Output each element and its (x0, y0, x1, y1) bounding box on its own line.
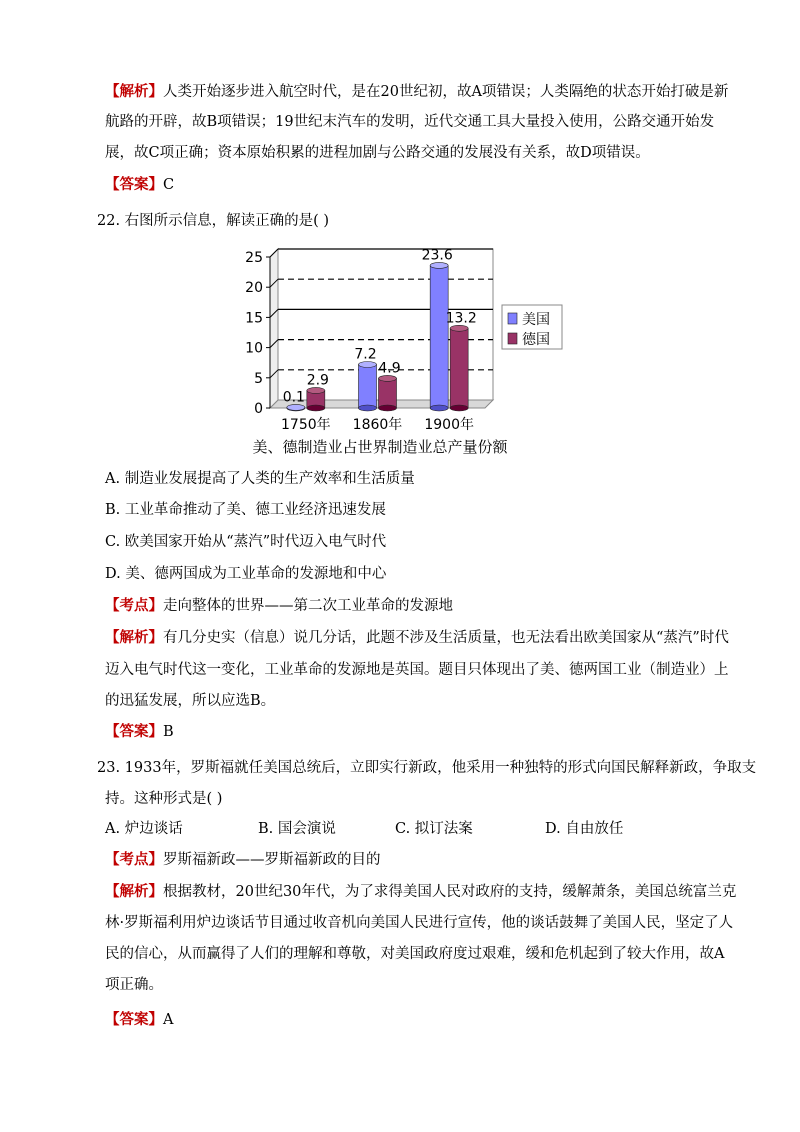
bar-de-0-label: 2.9 (306, 372, 329, 389)
bar-us-2 (430, 265, 448, 408)
q23-analysis-line-1: 【解析】根据教材，20世纪30年代，为了求得美国人民对政府的支持，缓解萧条，美国总统富兰克 (105, 883, 737, 900)
chart-title: 美、德制造业占世界制造业总产量份额 (252, 438, 508, 456)
q22-point-tag: 【考点】 (105, 597, 163, 614)
q21-analysis-line-3: 展，故C项正确；资本原始积累的进程加剧与公路交通的发展没有关系，故D项错误。 (105, 145, 650, 161)
chart-ytick-label: 25 (245, 250, 263, 266)
bar-de-2-label: 13.2 (445, 310, 477, 327)
q21-analysis-line-2: 航路的开辟，故B项错误；19世纪末汽车的发明，近代交通工具大量投入使用，公路交通开始发 (105, 114, 715, 130)
q21-answer (105, 175, 717, 195)
q22-analysis-line-2: 迈入电气时代这一变化，工业革命的发源地是英国。题目只体现出了美、德两国工业（制造业）上 (105, 662, 729, 678)
q22-option-a: A. 制造业发展提高了人类的生产效率和生活质量 (105, 471, 415, 487)
q23-option-b: B. 国会演说 (258, 821, 336, 837)
q23-answer-value: A (163, 1012, 174, 1028)
q22-analysis-tag: 【解析】 (105, 629, 163, 646)
legend-swatch-1 (508, 333, 517, 344)
q22-analysis-line-3: 的迅猛发展，所以应选B。 (105, 693, 276, 709)
bar-us-0-label: 0.1 (282, 389, 305, 406)
q23-option-d: D. 自由放任 (545, 821, 624, 837)
q22-answer (105, 722, 717, 742)
chart-xtick-label: 1750年 (281, 417, 331, 433)
bar-de-2-base (450, 405, 468, 411)
q23-stem-line-1: 23. 1933年，罗斯福就任美国总统后，立即实行新政，他采用一种独特的形式向国民解释新政，争取支 (97, 760, 757, 776)
q23-option-c: C. 拟订法案 (395, 821, 473, 837)
chart-ytick-label: 0 (254, 401, 263, 417)
q22-option-d: D. 美、德两国成为工业革命的发源地和中心 (105, 566, 387, 582)
legend-label-0: 美国 (522, 312, 550, 328)
q22-stem: 22. 右图所示信息，解读正确的是( ) (97, 213, 330, 229)
q22-option-c: C. 欧美国家开始从“蒸汽”时代迈入电气时代 (105, 534, 387, 550)
bar-us-1-base (359, 405, 377, 411)
manufacturing-share-chart (230, 245, 570, 460)
q21-answer-tag: 【答案】 (105, 176, 163, 193)
bar-us-2-base (430, 405, 448, 411)
chart-ytick-label: 15 (245, 310, 263, 327)
legend-label-1: 德国 (522, 332, 550, 348)
q23-answer-tag: 【答案】 (105, 1011, 163, 1028)
bar-us-2-label: 23.6 (421, 247, 453, 264)
bar-de-1 (379, 378, 397, 408)
chart-ytick-label: 20 (245, 280, 263, 297)
chart-xtick-label: 1860年 (352, 417, 403, 433)
legend-swatch-0 (508, 313, 517, 324)
q23-point-tag: 【考点】 (105, 851, 163, 868)
q21-analysis-line-1: 【解析】人类开始逐步进入航空时代，是在20世纪初，故A项错误；人类隔绝的状态开始打破是新 (105, 83, 729, 100)
chart-ytick-label: 5 (254, 370, 263, 387)
q23-analysis-tag: 【解析】 (105, 883, 163, 900)
q23-stem-line-2: 持。这种形式是( ) (105, 791, 223, 807)
q23-answer (105, 1010, 717, 1030)
q21-analysis-tag: 【解析】 (105, 83, 163, 100)
bar-us-1-label: 7.2 (354, 346, 377, 363)
chart-xtick-label: 1900年 (424, 417, 474, 433)
q22-answer-tag: 【答案】 (105, 723, 163, 740)
q22-option-b: B. 工业革命推动了美、德工业经济迅速发展 (105, 502, 386, 518)
q23-analysis-line-3: 民的信心，从而赢得了人们的理解和尊敬，对美国政府度过艰难，缓和危机起到了较大作用，故A (105, 946, 725, 962)
q23-point: 【考点】罗斯福新政——罗斯福新政的目的 (105, 851, 381, 868)
bar-de-1-label: 4.9 (378, 360, 401, 377)
q23-analysis-line-2: 林·罗斯福利用炉边谈话节目通过收音机向美国人民进行宣传，他的谈话鼓舞了美国人民，坚定了人 (105, 915, 734, 931)
q23-analysis-line-4: 项正确。 (105, 977, 163, 993)
q23-option-a: A. 炉边谈话 (105, 821, 183, 837)
q22-analysis-line-1: 【解析】有几分史实（信息）说几分话，此题不涉及生活质量，也无法看出欧美国家从“蒸汽”时代 (105, 629, 729, 646)
q21-answer-value: C (163, 177, 175, 193)
chart-side-wall (270, 249, 278, 408)
bar-us-1 (359, 365, 377, 408)
chart-ytick-label: 10 (245, 340, 263, 357)
bar-de-2 (450, 328, 468, 408)
bar-de-1-base (379, 405, 397, 411)
q22-point: 【考点】走向整体的世界——第二次工业革命的发源地 (105, 597, 453, 614)
q22-answer-value: B (163, 724, 174, 740)
bar-de-0-base (307, 405, 325, 411)
